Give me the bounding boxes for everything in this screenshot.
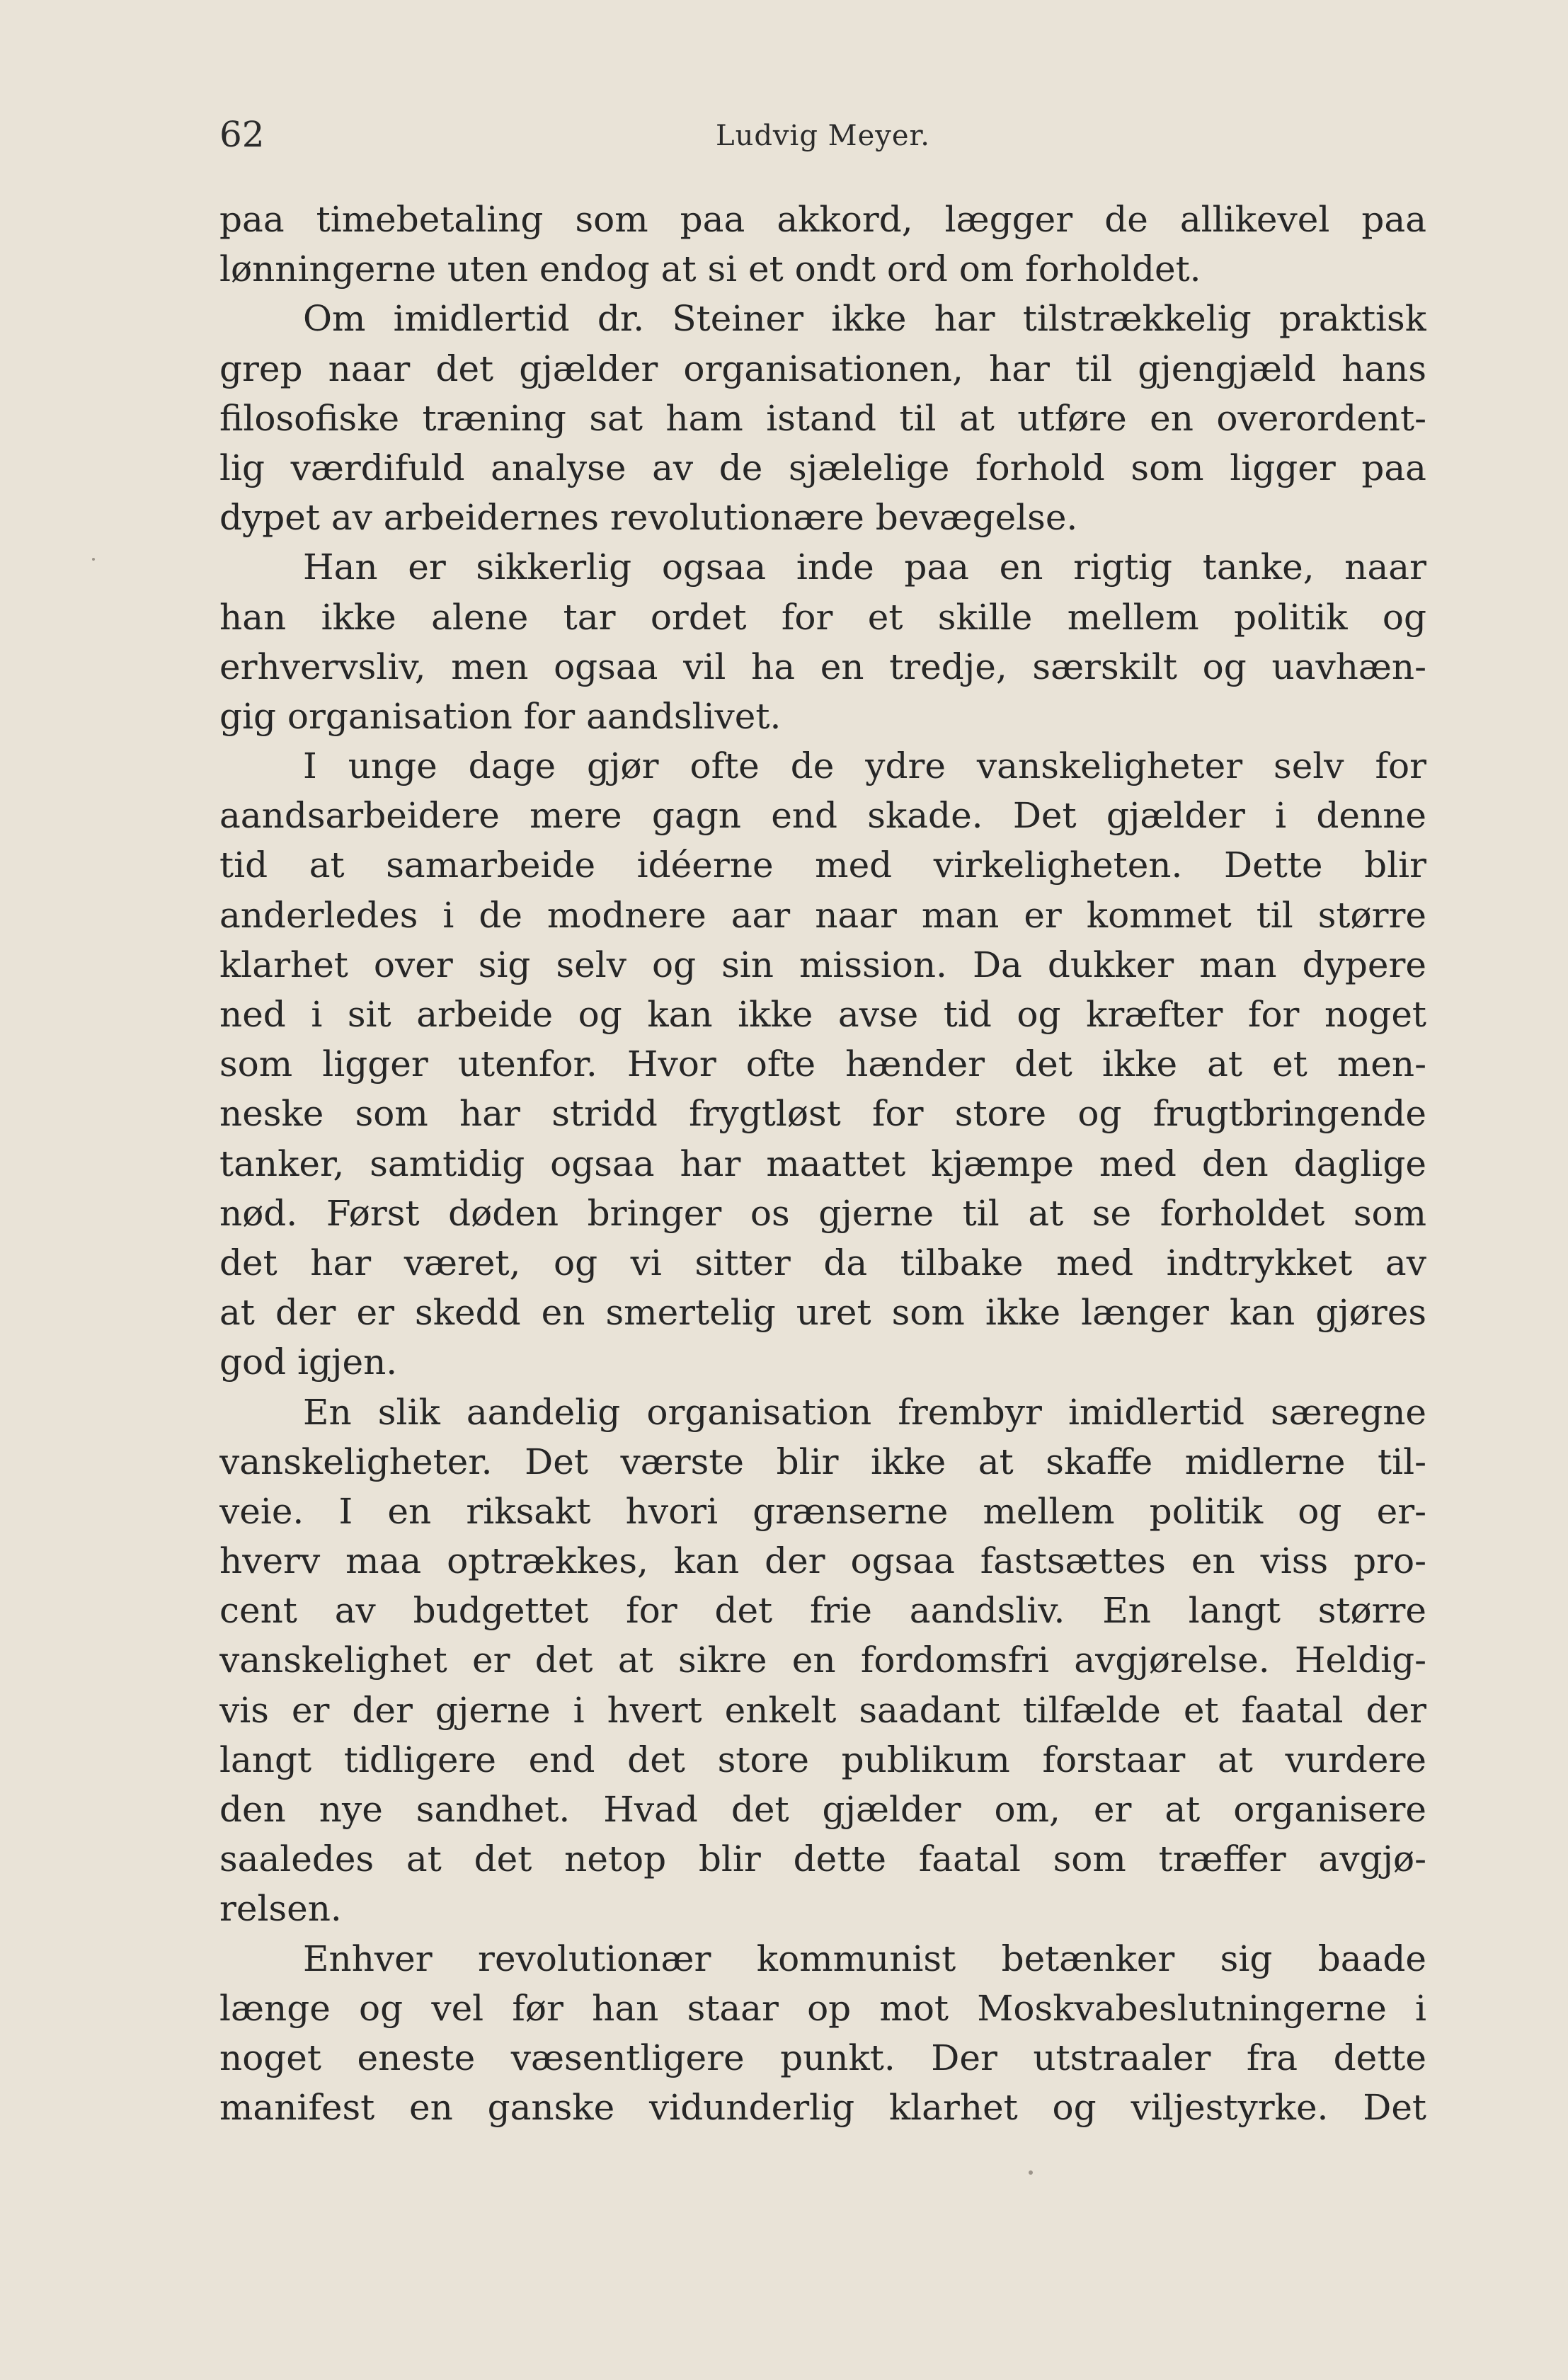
page-header xyxy=(219,113,1426,156)
text-line: dypet av arbeidernes revolutionære bevægelse. xyxy=(219,497,1078,539)
text-line: neske som har stridd frygtløst for store og frugtbringende xyxy=(219,1093,1426,1135)
text-line: aandsarbeidere mere gagn end skade. Det gjælder i denne xyxy=(219,795,1426,837)
text-line: klarhet over sig selv og sin mission. Da dukker man dypere xyxy=(219,944,1426,985)
text-line: anderledes i de modnere aar naar man er kommet til større xyxy=(219,894,1426,936)
text-line: noget eneste væsentligere punkt. Der utstraaler fra dette xyxy=(219,2037,1426,2078)
text-line: længe og vel før han staar op mot Moskvabeslutningerne i xyxy=(219,1987,1426,2029)
text-line: tanker, samtidig ogsaa har maattet kjæmpe med den daglige xyxy=(219,1143,1426,1184)
text-line: gig organisation for aandslivet. xyxy=(219,695,782,737)
text-line: vanskelighet er det at sikre en fordomsfri avgjørelse. Heldig- xyxy=(219,1640,1426,1681)
text-line: hverv maa optrækkes, kan der ogsaa fastsættes en viss pro- xyxy=(219,1540,1426,1582)
text-line: langt tidligere end det store publikum forstaar at vurdere xyxy=(219,1739,1426,1780)
text-line: den nye sandhet. Hvad det gjælder om, er at organisere xyxy=(219,1789,1426,1830)
text-line: erhvervsliv, men ogsaa vil ha en tredje, særskilt og uavhæn- xyxy=(219,646,1426,687)
text-line: paa timebetaling som paa akkord, lægger de allikevel paa xyxy=(219,199,1426,240)
text-line: I unge dage gjør ofte de ydre vanskeligheter selv for xyxy=(303,745,1426,787)
text-line: lig værdifuld analyse av de sjælelige forhold som ligger paa xyxy=(219,447,1426,488)
text-line: nød. Først døden bringer os gjerne til at se forholdet som xyxy=(219,1192,1426,1234)
text-line: manifest en ganske vidunderlig klarhet og viljestyrke. Det xyxy=(219,2087,1426,2129)
text-line: det har været, og vi sitter da tilbake med indtrykket av xyxy=(219,1242,1426,1283)
paper-speck xyxy=(1029,2170,1033,2175)
text-line: god igjen. xyxy=(219,1341,398,1383)
text-line: En slik aandelig organisation frembyr imidlertid særegne xyxy=(303,1391,1426,1433)
page-number: 62 xyxy=(219,114,265,155)
text-line: Enhver revolutionær kommunist betænker sig baade xyxy=(303,1938,1426,1979)
text-line: ned i sit arbeide og kan ikke avse tid og kræfter for noget xyxy=(219,994,1426,1035)
text-line: filosofiske træning sat ham istand til at utføre en overordent- xyxy=(219,397,1426,439)
paper-speck xyxy=(92,558,95,561)
text-line: veie. I en riksakt hvori grænserne mellem politik og er- xyxy=(219,1490,1426,1532)
text-line: han ikke alene tar ordet for et skille mellem politik og xyxy=(219,596,1426,638)
text-line: tid at samarbeide idéerne med virkeligheten. Dette blir xyxy=(219,845,1426,886)
text-line: Om imidlertid dr. Steiner ikke har tilstrækkelig praktisk xyxy=(303,298,1426,340)
text-line: Han er sikkerlig ogsaa inde paa en rigtig tanke, naar xyxy=(303,547,1426,588)
running-head: Ludvig Meyer. xyxy=(716,120,930,152)
text-line: lønningerne uten endog at si et ondt ord om forholdet. xyxy=(219,248,1201,290)
text-line: som ligger utenfor. Hvor ofte hænder det ikke at et men- xyxy=(219,1043,1426,1085)
body-text xyxy=(219,195,1426,2132)
text-line: relsen. xyxy=(219,1888,342,1930)
text-line: at der er skedd en smertelig uret som ikke længer kan gjøres xyxy=(219,1292,1426,1334)
text-line: vanskeligheter. Det værste blir ikke at skaffe midlerne til- xyxy=(219,1441,1426,1482)
text-line: saaledes at det netop blir dette faatal som træffer avgjø- xyxy=(219,1838,1426,1880)
text-line: vis er der gjerne i hvert enkelt saadant tilfælde et faatal der xyxy=(219,1689,1426,1731)
text-line: cent av budgettet for det frie aandsliv. En langt større xyxy=(219,1590,1426,1632)
text-line: grep naar det gjælder organisationen, har til gjengjæld hans xyxy=(219,348,1426,389)
